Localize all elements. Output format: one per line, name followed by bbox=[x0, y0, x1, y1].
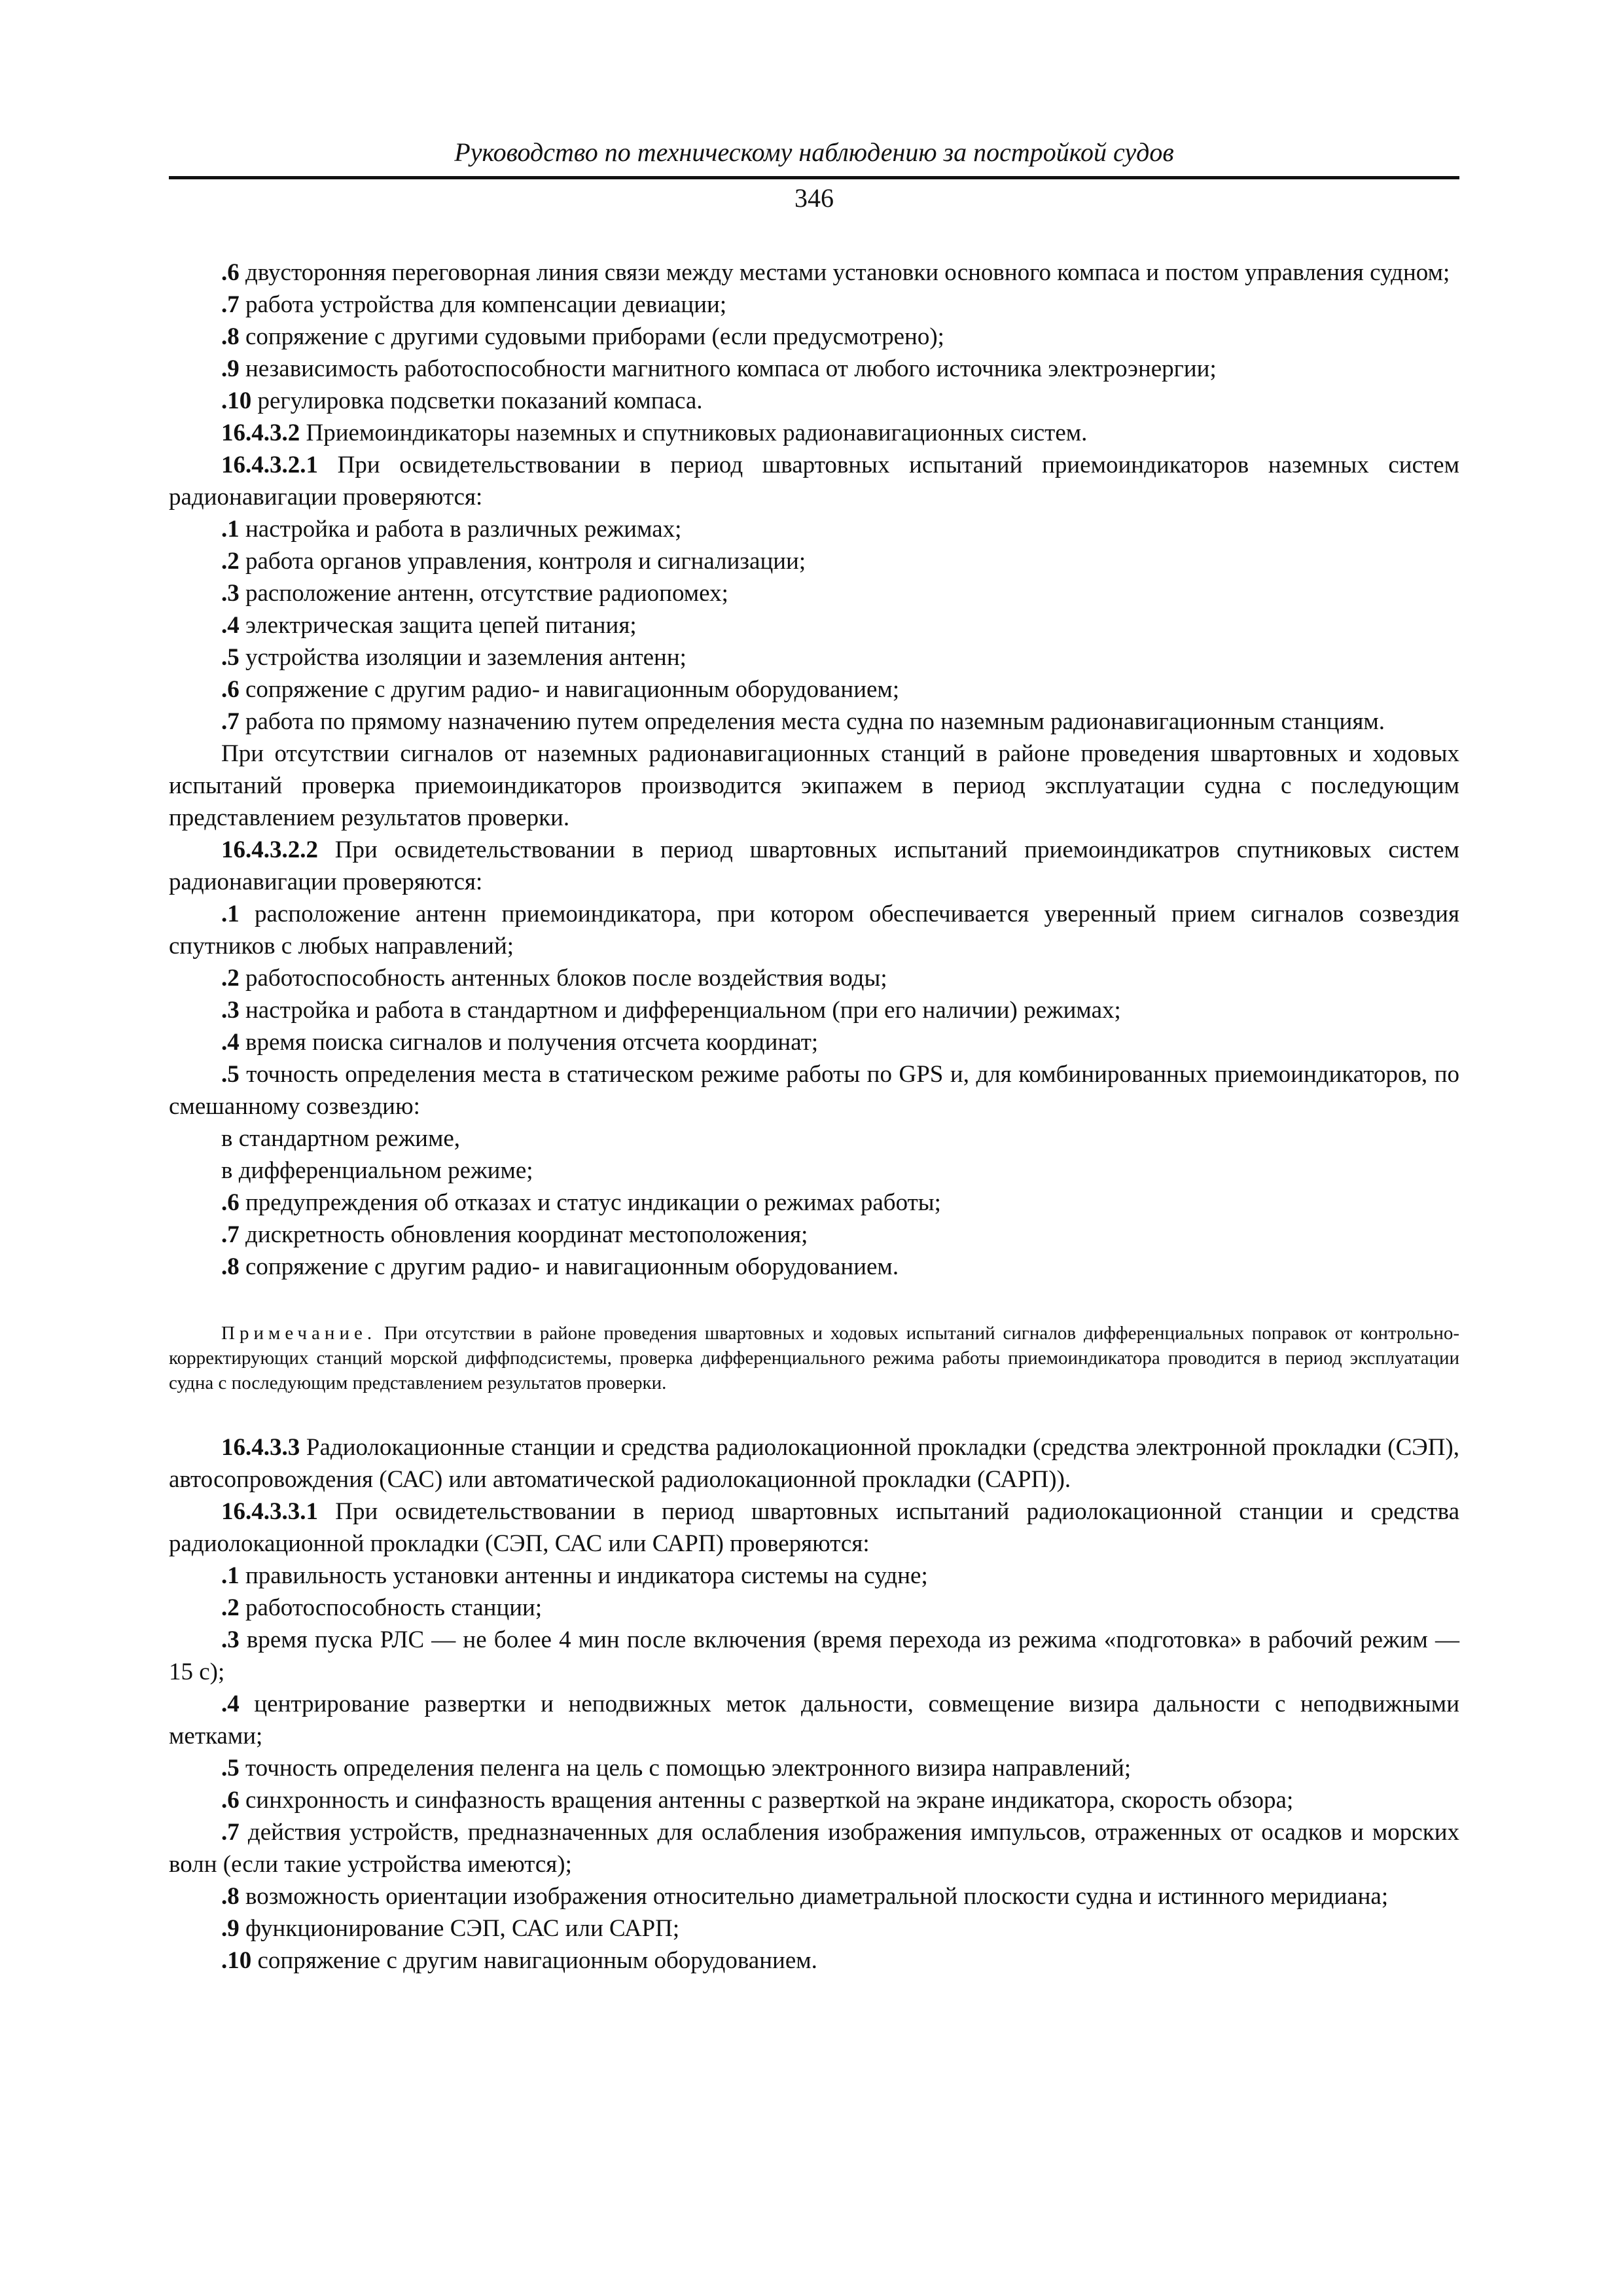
paragraph bbox=[169, 545, 1459, 577]
item-number: .1 bbox=[221, 901, 240, 927]
paragraph bbox=[169, 1880, 1459, 1912]
paragraph bbox=[169, 1219, 1459, 1251]
paragraph bbox=[169, 321, 1459, 353]
paragraph bbox=[169, 353, 1459, 385]
paragraph-text: точность определения места в статическом режиме работы по GPS и, для комбинированных приемоиндикаторов, по смешанному созвездию: bbox=[169, 1061, 1459, 1120]
section-number: 16.4.3.2.2 bbox=[221, 836, 318, 863]
paragraph-text: центрирование развертки и неподвижных меток дальности, совмещение визира дальности с неподвижными метками; bbox=[169, 1691, 1459, 1749]
paragraph-text: расположение антенн приемоиндикатора, при котором обеспечивается уверенный прием сигналов созвездия спутников с любых направлений; bbox=[169, 901, 1459, 960]
section-heading bbox=[169, 1431, 1459, 1496]
paragraph-text: время пуска РЛС — не более 4 мин после включения (время перехода из режима «подготовка» в рабочий режим — 15 с); bbox=[169, 1626, 1459, 1685]
paragraph bbox=[169, 1688, 1459, 1752]
paragraph-text: сопряжение с другим радио- и навигационным оборудованием; bbox=[239, 676, 900, 703]
paragraph bbox=[169, 1945, 1459, 1977]
paragraph-text: Приемоиндикаторы наземных и спутниковых радионавигационных систем. bbox=[300, 420, 1088, 446]
paragraph-text: синхронность и синфазность вращения антенны с разверткой на экране индикатора, скорость обзора; bbox=[239, 1787, 1294, 1814]
paragraph-text: в стандартном режиме, bbox=[221, 1125, 461, 1152]
item-number: .5 bbox=[221, 1061, 240, 1088]
item-number: .7 bbox=[221, 1819, 240, 1846]
item-number: .7 bbox=[221, 1221, 240, 1248]
section-heading bbox=[169, 834, 1459, 898]
section-number: 16.4.3.3.1 bbox=[221, 1498, 318, 1525]
paragraph-text: работоспособность станции; bbox=[239, 1594, 543, 1621]
paragraph-text: действия устройств, предназначенных для ослабления изображения импульсов, отраженных от осадков и морских волн (если такие устройства имеются); bbox=[169, 1819, 1459, 1878]
paragraph bbox=[169, 962, 1459, 994]
paragraph bbox=[169, 641, 1459, 673]
paragraph-text: правильность установки антенны и индикатора системы на судне; bbox=[239, 1562, 928, 1589]
item-number: .10 bbox=[221, 387, 252, 414]
paragraph bbox=[169, 385, 1459, 417]
paragraph bbox=[169, 1592, 1459, 1624]
section-number: 16.4.3.2.1 bbox=[221, 452, 318, 478]
paragraph bbox=[169, 1816, 1459, 1880]
paragraph bbox=[169, 706, 1459, 738]
paragraph-text: При освидетельствовании в период швартовных испытаний приемоиндикаторов наземных систем радионавигации проверяются: bbox=[169, 452, 1459, 511]
item-number: .6 bbox=[221, 676, 240, 703]
paragraph-text: сопряжение с другим навигационным оборудованием. bbox=[251, 1947, 817, 1974]
paragraph bbox=[169, 1058, 1459, 1122]
item-number: .1 bbox=[221, 516, 240, 543]
item-number: .8 bbox=[221, 1253, 240, 1280]
item-number: .7 bbox=[221, 708, 240, 735]
paragraph-text: настройка и работа в различных режимах; bbox=[239, 516, 682, 543]
paragraph-text: дискретность обновления координат местоположения; bbox=[239, 1221, 808, 1248]
paragraph bbox=[169, 1026, 1459, 1058]
paragraph bbox=[169, 257, 1459, 289]
item-number: .7 bbox=[221, 291, 240, 318]
paragraph bbox=[169, 1784, 1459, 1816]
paragraph-text: работоспособность антенных блоков после воздействия воды; bbox=[239, 965, 887, 992]
item-number: .10 bbox=[221, 1947, 252, 1974]
item-number: .2 bbox=[221, 548, 240, 575]
paragraph bbox=[169, 1912, 1459, 1945]
item-number: .2 bbox=[221, 965, 240, 992]
item-number: .3 bbox=[221, 997, 240, 1024]
item-number: .3 bbox=[221, 580, 240, 607]
paragraph-text: предупреждения об отказах и статус индикации о режимах работы; bbox=[239, 1189, 941, 1216]
paragraph-text: устройства изоляции и заземления антенн; bbox=[239, 644, 687, 671]
paragraph bbox=[169, 994, 1459, 1026]
item-number: .8 bbox=[221, 1883, 240, 1910]
paragraph bbox=[169, 1560, 1459, 1592]
paragraph bbox=[169, 1624, 1459, 1688]
paragraph bbox=[169, 738, 1459, 834]
item-number: .4 bbox=[221, 1691, 240, 1717]
item-number: .2 bbox=[221, 1594, 240, 1621]
paragraph-text: При освидетельствовании в период швартовных испытаний радиолокационной станции и средства радиолокационной прокладки (СЭП, САС или САРП) проверяются: bbox=[169, 1498, 1459, 1557]
paragraph-text: При отсутствии сигналов от наземных радионавигационных станций в районе проведения швартовных и ходовых испытаний проверка приемоиндикаторов производится экипажем в период эксплуатации судна с последующим представлением результатов проверки. bbox=[169, 740, 1459, 831]
section-number: 16.4.3.2 bbox=[221, 420, 300, 446]
paragraph bbox=[169, 1251, 1459, 1283]
paragraph bbox=[169, 673, 1459, 706]
paragraph-text: возможность ориентации изображения относительно диаметральной плоскости судна и истинного меридиана; bbox=[239, 1883, 1389, 1910]
item-number: .9 bbox=[221, 355, 240, 382]
section-heading bbox=[169, 417, 1459, 449]
item-number: .9 bbox=[221, 1915, 240, 1942]
paragraph-text: регулировка подсветки показаний компаса. bbox=[251, 387, 703, 414]
paragraph-text: двусторонняя переговорная линия связи между местами установки основного компаса и постом управления судном; bbox=[239, 259, 1450, 286]
paragraph bbox=[169, 1187, 1459, 1219]
section-heading bbox=[169, 1496, 1459, 1560]
page-number: 346 bbox=[794, 183, 834, 213]
running-title: Руководство по техническому наблюдению за постройкой судов bbox=[454, 137, 1174, 167]
item-number: .6 bbox=[221, 1787, 240, 1814]
item-number: .8 bbox=[221, 323, 240, 350]
paragraph-text: работа органов управления, контроля и сигнализации; bbox=[239, 548, 806, 575]
item-number: .1 bbox=[221, 1562, 240, 1589]
paragraph-text: сопряжение с другим радио- и навигационным оборудованием. bbox=[239, 1253, 899, 1280]
paragraph bbox=[169, 513, 1459, 545]
paragraph-text: настройка и работа в стандартном и дифференциальном (при его наличии) режимах; bbox=[239, 997, 1121, 1024]
paragraph bbox=[169, 1752, 1459, 1784]
item-number: .4 bbox=[221, 1029, 240, 1056]
section-number: 16.4.3.3 bbox=[221, 1434, 300, 1461]
paragraph bbox=[169, 289, 1459, 321]
paragraph-text: функционирование СЭП, САС или САРП; bbox=[239, 1915, 680, 1942]
paragraph bbox=[169, 898, 1459, 962]
note-label: Примечание. bbox=[221, 1323, 377, 1344]
note bbox=[169, 1321, 1459, 1395]
paragraph-text: работа устройства для компенсации девиации; bbox=[239, 291, 727, 318]
header-rule bbox=[169, 176, 1459, 179]
item-number: .5 bbox=[221, 1755, 240, 1782]
paragraph-text: электрическая защита цепей питания; bbox=[239, 612, 637, 639]
paragraph-text: Радиолокационные станции и средства радиолокационной прокладки (средства электронной прокладки (СЭП), автосопровождения (САС) или автоматической радиолокационной прокладки (САРП)). bbox=[169, 1434, 1459, 1493]
item-number: .6 bbox=[221, 1189, 240, 1216]
item-number: .3 bbox=[221, 1626, 240, 1653]
paragraph-text: в дифференциальном режиме; bbox=[221, 1157, 533, 1184]
paragraph bbox=[169, 577, 1459, 609]
paragraph-text: сопряжение с другими судовыми приборами (если предусмотрено); bbox=[239, 323, 944, 350]
paragraph bbox=[169, 1122, 1459, 1155]
section-heading bbox=[169, 449, 1459, 513]
item-number: .6 bbox=[221, 259, 240, 286]
item-number: .5 bbox=[221, 644, 240, 671]
paragraph bbox=[169, 1155, 1459, 1187]
item-number: .4 bbox=[221, 612, 240, 639]
body-text bbox=[169, 257, 1459, 1977]
paragraph-text: При освидетельствовании в период швартовных испытаний приемоиндикатров спутниковых систем радионавигации проверяются: bbox=[169, 836, 1459, 895]
paragraph bbox=[169, 609, 1459, 641]
paragraph-text: расположение антенн, отсутствие радиопомех; bbox=[239, 580, 728, 607]
paragraph-text: точность определения пеленга на цель с помощью электронного визира направлений; bbox=[239, 1755, 1132, 1782]
paragraph-text: независимость работоспособности магнитного компаса от любого источника электроэнергии; bbox=[239, 355, 1217, 382]
paragraph-text: время поиска сигналов и получения отсчета координат; bbox=[239, 1029, 819, 1056]
note-text: При отсутствии в районе проведения швартовных и ходовых испытаний сигналов дифференциальных поправок от контрольно-корректирующих станций морской диффподсистемы, проверка дифференциального режима работы приемоиндикатора проводится в период эксплуатации судна с последующим представлением результатов проверки. bbox=[169, 1323, 1459, 1393]
paragraph-text: работа по прямому назначению путем определения места судна по наземным радионавигационным станциям. bbox=[239, 708, 1385, 735]
